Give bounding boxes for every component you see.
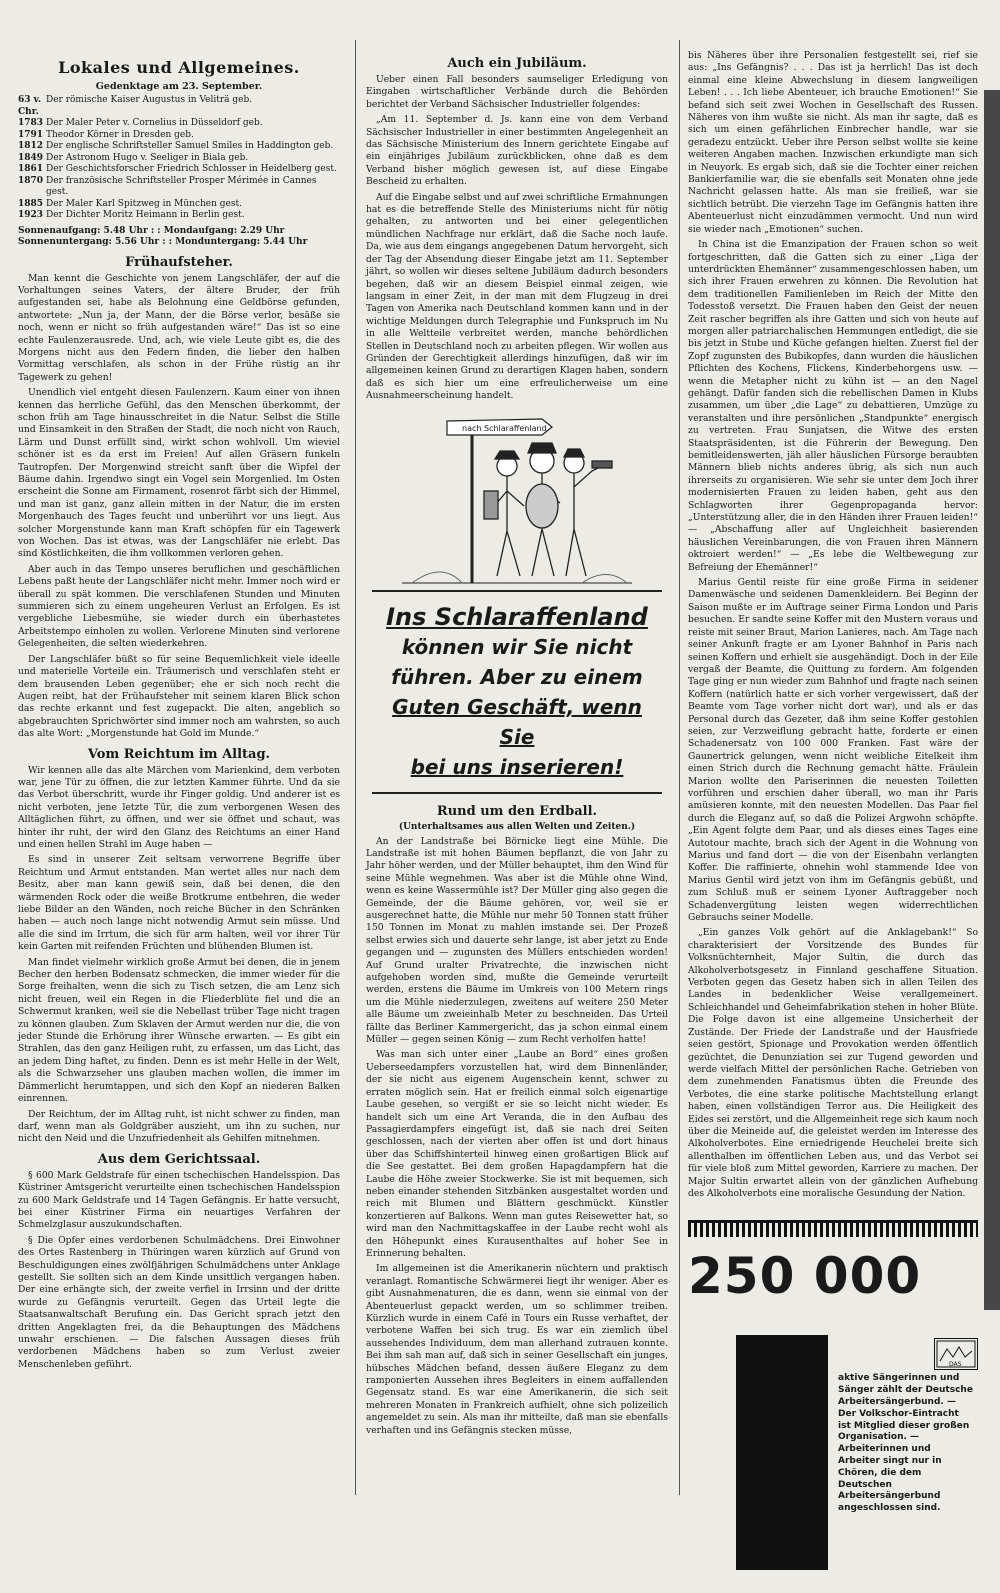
article-paragraph: Man findet vielmehr wirklich große Armut bei denen, die in jenem Becher den herben Bodensatz schmecken, die immer wieder für die Sorge freihalten, wenn die sich zu Tisch setzen, die am Lenz sich nicht freuen, weil ein Regen in die Fliederblüte fiel und die an Schwermut kranken, weil sie die Nebellast trüber Tage nicht tragen zu können glauben. Zum Sklaven der Armut werden nur die, die von jeder Stunde die Erhörung ihrer Wünsche erwarten. — Es gibt ein Strahlen, das den ganz Heiligen ruht, zu erfassen, um das Licht, das an jedem Ding haftet, zu finden. Denn es ist mehr Helle in der Welt, als die Schwarzseher uns glauben machen wollen, die immer im Dämmerlicht herumtappen, und sich den Kopf an niederen Balken einrennen.	[18, 956, 340, 1105]
gedenktag-row: 1885 Der Maler Karl Spitzweg in München gest.	[18, 198, 242, 209]
article-paragraph: Was man sich unter einer „Laube an Bord“ eines großen Ueberseedampfers vorzustellen hat, wird dem Binnenländer, der sie nicht aus eigenem Augenschein kennt, schwer zu erraten möglich sein. Hat er freilich einmal solch eigenartige Laube gesehen, so vergißt er sie so leicht nicht wieder. Es handelt sich um eine Art Veranda, die in den Aufbau des Passagierdampfers eingefügt ist, daß sie nach drei Seiten geschlossen, nach der vierten aber offen ist und dort hinaus über das Schiffshinterteil hinweg einen großartigen Blick auf die See gestattet. Bei dem großen Hapagdampfern hat die Laube die Höhe zweier Stockwerke. Sie ist mit bequemen, sich neben einander stehenden Sitzbänken ausgestaltet worden und reich mit Blumen und Blättern geschmückt. Künstler konzertieren auf Balkons. Wenn man gutes Reisewetter hat, so wird man den Nachmittagskaffee in der Laube recht wohl als den Höhepunkt eines Kurausenthaltes auf hoher See in Erinnerung behalten.	[366, 1049, 668, 1259]
sun-times: Sonnenaufgang: 5.48 Uhr : : Mondaufgang: 2.29 Uhr	[18, 225, 285, 236]
travelers-illustration	[402, 411, 632, 586]
gedenktag-row: 1812 Der englische Schriftsteller Samuel Smiles in Haddington geb.	[18, 141, 334, 151]
article-paragraph: § 600 Mark Geldstrafe für einen tschechischen Handelsspion. Das Küstriner Amtsgericht verurteilte einen tschechischen Handelsspion zu 600 Mark Geldstrafe und 14 Tagen Gefängnis. Er hatte versucht, bei einer Küstriner Firma ein neuartiges Verfahren der Schmelzglasur auszukundschaften.	[18, 1169, 340, 1231]
gedenktag-row: 1870 Der französische Schriftsteller Prosper Mérimée in Cannes gest.	[18, 175, 317, 197]
column-middle	[366, 50, 668, 1490]
advertisement-saengerbund	[688, 1220, 978, 1593]
column-left	[18, 50, 340, 1490]
article-paragraph: „Am 11. September d. Js. kann eine von dem Verband Sächsischer Industrieller in einer bestimmten Angelegenheit an das Sächsische Ministerium des Innern gerichtete Eingabe auf ein einjähriges Jubiläum zurückblicken, ohne daß es dem Verband bisher möglich gewesen ist, auf diese Eingabe Bescheid zu erhalten.	[366, 114, 668, 188]
signpost-text: nach Schlaraffenland	[462, 423, 547, 433]
article-paragraph: Ueber einen Fall besonders saumseliger Erledigung von Eingaben wirtschaftlicher Verbände durch die Behörden berichtet der Verband Sächsischer Industrieller folgendes:	[366, 74, 668, 110]
column-rule	[355, 40, 356, 1495]
gedenktage-title: Gedenktage am 23. September.	[95, 81, 263, 92]
article-paragraph: Man kennt die Geschichte von jenem Langschläfer, der auf die Vorhaltungen seines Vaters, der ältere Bruder, der früh aufgestanden sei, habe als Belohnung eine Geldbörse gefunden, antwortete: „Nun ja, der Mann, der die Börse verlor, besäße sie noch, wenn er nicht so früh aufgestanden wäre!“ Das ist so eine echte Faulenzerausrede. Und, ach, wie viele Leute gibt es, die des Morgens nicht aus den Federn finden, die lieber den halben Vormittag verschlafen, als schon in der Frühe rüstig an ihr Tagewerk zu gehen!	[18, 272, 340, 383]
advertisement-schlaraffenland	[372, 590, 662, 794]
page-edge-shadow	[984, 90, 1000, 1310]
article-title-fruhaufsteher: Frühaufsteher.	[125, 254, 233, 270]
article-title-jubilaeum: Auch ein Jubiläum.	[447, 56, 587, 71]
ad-line: Guten Geschäft, wenn Sie	[392, 694, 642, 749]
article-title-erdball: Rund um den Erdball.	[436, 803, 598, 819]
ad-line: können wir Sie nicht	[401, 634, 633, 659]
article-title-gerichtssaal: Aus dem Gerichtssaal.	[97, 1151, 261, 1167]
column-rule	[679, 40, 680, 1495]
svg-text:DAS: DAS	[949, 1361, 962, 1369]
gedenktage-list	[18, 95, 340, 222]
article-paragraph: Auf die Eingabe selbst und auf zwei schriftliche Ermahnungen hat es die betreffende Stelle des Ministeriums nicht für nötig gehalten, zu antworten und bei einer gelegentlichen mündlichen Nachfrage nur erklärt, daß die Sache noch laufe. Da, wie aus dem eingangs angegebenen Datum hervorgeht, sich der Tag der Absendung dieser Eingabe jetzt am 11. September jährt, so wollen wir dieses seltene Jubiläum dadurch besonders begehen, daß wir an diesem Beispiel einmal zeigen, wie langsam in einer Zeit, in der man mit dem Flugzeug in drei Tagen von Amerika nach Deutschland kommen kann und in der wichtige Meldungen durch Telegraphie und Funkspruch im Nu in alle Weltteile verbreitet werden, manche behördlichen Stellen in Deutschland noch zu arbeiten pflegen. Wir wollen aus Gründen der Gerechtigkeit allerdings hinzufügen, daß wir im allgemeinen keinen Grund zu derartigen Klagen haben, sondern daß es sich hier um eine erfreulicherweise um eine Ausnahmeerscheinung handelt.	[366, 191, 668, 402]
sun-times: Sonnenuntergang: 5.56 Uhr : : Monduntergang: 5.44 Uhr	[18, 237, 308, 247]
article-paragraph: Wir kennen alle das alte Märchen vom Marienkind, dem verboten war, jene Tür zu öffnen, die zur letzten Kammer führte. Und da sie das Verbot überschritt, wurde ihr Finger goldig. Und anderer ist es nicht verboten, jene letzte Tür, die zum verborgenen Wesen des Alltäglichen führt, zu öffnen, und wer sie öffnet und schaut, was hinter ihr ruht, der wird den Glanz des Reichtums an einer Hand und einen hellen Strahl im Auge haben —	[18, 764, 340, 850]
ad-number: 250 000	[688, 1247, 922, 1306]
gedenktag-row: 1861 Der Geschichtsforscher Friedrich Schlosser in Heidelberg gest.	[18, 164, 337, 174]
logo-icon	[935, 1339, 977, 1369]
ad-text: aktive Sängerinnen und Sänger zählt der Deutsche Arbeitersängerbund. — Der Volkschor-Eintracht ist Mitglied dieser großen Organisation. — Arbeiterinnen und Arbeiter singt nur in Chören, die dem Deutschen Arbeitersängerbund angeschlossen sind.	[838, 1373, 973, 1514]
ad-line: führen. Aber zu einem	[391, 664, 643, 689]
gedenktag-row: 1791 Theodor Körner in Dresden geb.	[18, 129, 194, 140]
gedenktag-row: 63 v. Chr. Der römische Kaiser Augustus in Veliträ geb.	[18, 95, 253, 117]
ad-line: bei uns inserieren!	[410, 754, 624, 779]
gedenktag-row: 1923 Der Dichter Moritz Heimann in Berlin gest.	[18, 210, 245, 220]
section-title-lokales: Lokales und Allgemeines.	[58, 58, 300, 77]
article-paragraph: bis Näheres über ihre Personalien festgestellt sei, rief sie aus: „Ins Gefängnis? . . . Das ist ja herrlich! Das ist doch einmal eine kleine Abwechslung in diesem langweiligen Leben! . . . Ich liebe Abenteuer, ich brauche Emotionen!“ Sie befand sich seit zwei Wochen in Gesellschaft des Russen. Näheres von ihm wußte sie nicht. Als man ihr sagte, daß es sich um einen gefährlichen Einbrecher handle, war sie geradezu entzückt. Ueber ihre Person selbst wollte sie keine weiteren Angaben machen. Inzwischen erkundigte man sich in Neuyork. Es ergab sich, daß sie die Tochter einer reichen Bankierfamilie war, die sie ebenfalls seit Monaten ohne jede Nachricht gelassen hatte. Als man sie freiließ, war sie sichtlich betrübt. Die vierzehn Tage im Gefängnis hatten ihre Abenteuerlust nicht einzudämmen vermocht. Und nun wird sie wieder nach „Emotionen“ suchen.	[688, 50, 978, 235]
gedenktag-row: 1849 Der Astronom Hugo v. Seeliger in Biala geb.	[18, 152, 249, 163]
column-right	[688, 50, 978, 1514]
article-paragraph: Im allgemeinen ist die Amerikanerin nüchtern und praktisch veranlagt. Romantische Schwärmerei liegt ihr weniger. Aber es gibt Ausnahmenaturen, die es dann, wenn sie einmal von der Abenteuerlust gepackt werden, um so schlimmer treiben. Kürzlich wurde in einem Café in Tours ein Russe verhaftet, der verbotene Waffen bei sich trug. Es war ein ziemlich übel aussehendes Individuum, dem man allerhand zutrauen konnte. Bei ihm sah man auf, daß sich in seiner Gesellschaft ein junges, hübsches Mädchen befand, dessen äußere Eleganz zu dem ramponierten Aussehen ihres Begleiters in einem auffallenden Gegensatz stand. Es war eine Amerikanerin, die sich seit mehreren Monaten in Frankreich aufhielt, ohne sich polizeilich angemeldet zu sein. Als man ihr mitteilte, daß man sie ebenfalls verhaften und ins Gefängnis stecken müsse,	[366, 1263, 668, 1436]
article-paragraph: „Ein ganzes Volk gehört auf die Anklagebank!“ So charakterisiert der Vorsitzende des Bundes für Volksnüchternheit, Major Sultin, die durch das Alkoholverbotsgesetz in Finnland geschaffene Situation. Verboten gegen das Gesetz haben sich in allen Teilen des Landes in bedenklicher Weise verallgemeinert. Schleichhandel und Geheimfabrikation stehen in hoher Blüte. Die Folge davon ist eine allgemeine Unsicherheit der Zustände. Der Friede der Landstraße und der Hausfriede seien gestört, Spionage und Provokation werden öffentlich gezüchtet, die Denunziation sei zur Tugend geworden und werde vielfach Mittel der persönlichen Rache. Getrieben von dem zunehmenden Fanatismus übten die Freunde des Verbotes, die eine starke politische Machtstellung erlangt haben, einen vollständigen Terror aus. Die Heiligkeit des Eides sei zerstört, und die Allgemeinheit rege sich kaum noch über die Meineide auf, die geleistet werden im Interesse des Alkoholverbotes. Eine erniedrigende Heuchelei breite sich allenthalben im öffentlichen Leben aus, und das Verbot sei für viele bloß zum Mittel geworden, Karriere zu machen. Der Major Sultin erwartet allein von der gänzlichen Aufhebung des Alkoholverbots eine moralische Gesundung der Nation.	[688, 927, 978, 1199]
article-paragraph: Es sind in unserer Zeit seltsam verworrene Begriffe über Reichtum und Armut entstanden. Man wertet alles nur nach dem Besitz, aber man kann gewiß sein, daß bei denen, die den wärmenden Rock oder die weiße Brotkrume entbehren, die weder liebe Bilder an den Wänden, noch reiche Bücher in den Schränken haben — auch noch lange nicht notwendig Armut sein müsse. Und alle die sind im Irrtum, die sich für arm halten, weil vor ihrer Tür kein Garten mit reifenden Früchten und blühenden Blumen ist.	[18, 854, 340, 953]
article-paragraph: § Die Opfer eines verdorbenen Schulmädchens. Drei Einwohner des Ortes Rastenberg in Thüringen waren kürzlich auf Grund von Beschuldigungen eines zwölfjährigen Schulmädchens unter Anklage gestellt. Sie sollten sich an dem Kinde unsittlich vergangen haben. Der eine erhängte sich, der zweite verfiel in Irrsinn und der dritte wurde zu Gefängnis verurteilt. Gegen das Urteil legte die Staatsanwaltschaft Berufung ein. Das Gericht sprach jetzt den dritten Angeklagten frei, da die Behauptungen des Mädchens unwahr erschienen. — Die falschen Aussagen dieses früh verdorbenen Mädchens haben so zum Verlust zweier Menschenleben geführt.	[18, 1234, 340, 1370]
ad-logo	[934, 1338, 978, 1370]
ad-headline: Ins Schlaraffenland	[386, 602, 648, 631]
article-subtitle: (Unterhaltsames aus allen Welten und Zeiten.)	[398, 821, 636, 832]
article-paragraph: Aber auch in das Tempo unseres beruflichen und geschäftlichen Lebens paßt heute der Langschläfer nicht mehr. Immer noch wird er überall zu spät kommen. Die verschlafenen Stunden und Minuten summieren sich zu einem ungeheuren Verlust an Erfolgen. Es ist vergebliche Liebesmühe, sie wieder durch ein überhastetes Arbeitstempo einholen zu wollen. Verlorene Minuten sind verlorene Gelegenheiten, die selten wiederkehren.	[18, 563, 340, 650]
article-paragraph: In China ist die Emanzipation der Frauen schon so weit fortgeschritten, daß die Gatten sich zu einer „Liga der unterdrückten Ehemänner“ zusammengeschlossen haben, um sich ihrer Frauen erwehren zu können. Die Revolution hat dem traditionellen Familienleben im Reich der Mitte den Todesstoß versetzt. Die Frauen haben den Geist der neuen Zeit rascher begriffen als ihre Gatten und sich von heute auf morgen aller patriarchalischen Hemmungen entledigt, die sie bis jetzt in Stube und Küche gefangen hielten. Zuerst fiel der Zopf zugunsten des Bubikopfes, dann wurden die häuslichen Pflichten des Kochens, Flickens, Kinderbehorgens usw. — wenn die Metapher nicht zu kühn ist — an den Nagel gehängt. Dafür fanden sich die rebellischen Damen in Klubs zusammen, um über „die Lage“ zu debattieren, Umzüge zu veranstalten und ihre persönlichen „Standpunkte“ energisch zu vertreten. Frau Sunjatsen, die Witwe des ersten Staatspräsidenten, ist die Führerin der Bewegung. Den bemitleidenswerten, jäh aller häuslichen Fürsorge beraubten Männern blieb nichts anderes übrig, als sich nun auch ihrerseits zu organisieren. Wie sehr sie unter dem Joch ihrer modernisierten Frauen zu leiden haben, geht aus den Schlagworten ihrer Gegenpropaganda hervor: „Unterstützung aller, die in den Händen ihrer Frauen leiden!“ — „Abschaffung aller auf Ungleichheit basierenden häuslichen Vereinbarungen, die von Frauen ihren Männern oktroiert werden!“ — „Es lebe die Weltbewegung zur Befreiung der Ehemänner!“	[688, 239, 978, 573]
gedenktag-row: 1783 Der Maler Peter v. Cornelius in Düsseldorf geb.	[18, 118, 263, 128]
article-title-reichtum: Vom Reichtum im Alltag.	[87, 746, 271, 762]
article-paragraph: Der Reichtum, der im Alltag ruht, ist nicht schwer zu finden, man darf, wenn man als Goldgräber auszieht, um ihn zu suchen, nur nicht den Neid und die Unzufriedenheit als Gehilfen mitnehmen.	[18, 1108, 340, 1145]
ad-border-pattern	[688, 1223, 978, 1237]
ad-black-bar	[736, 1335, 828, 1570]
article-paragraph: Der Langschläfer büßt so für seine Bequemlichkeit viele ideelle und materielle Vorteile ein. Träumerisch und verschlafen steht er dem brausenden Leben gegenüber; ehe er sich noch recht die Augen reibt, hat der Frühaufsteher mit seinem klaren Blick schon das rechte erkannt und fest zugepackt. Die alten, angeblich so abgebrauchten Sprichwörter sind immer noch am wahrsten, so auch das alte Wort: „Morgenstunde hat Gold im Munde.“	[18, 653, 340, 740]
article-paragraph: Marius Gentil reiste für eine große Firma in seidener Damenwäsche und seidenen Damenkleidern. Bei Beginn der Saison mußte er im Auftrage seiner Firma London und Paris besuchen. Er sandte seine Koffer mit den Mustern voraus und reiste mit seiner Braut, Marion Lanieres, nach. Am Tage nach seiner Ankunft fragte er am Lyoner Bahnhof in Paris nach seinen Koffern und erhielt sie ausgehändigt. Doch in der Eile vergaß der Beamte, die Quittung zu fordern. Am folgenden Tage ging er nun wieder zum Bahnhof und fragte nach seinen Koffern (natürlich hatte er sich vorher vergewissert, daß der Beamte vom Tage vorher nicht dort war), und als er das Personal durch das Gezeter, daß ihm seine Koffer gestohlen seien, zur Verzweiflung gebracht hatte, forderte er einen Schadenersatz von 100 000 Franken. Fast wäre der Gaunertrick gelungen, wenn nicht weibliche Eitelkeit ihm einen Strich durch die Rechnung gemacht hätte. Fräulein Marion wollte den Pariserinnen die neuesten Toiletten vorführen und erschien daher überall, wo man ihr Paris amüsieren konnte, mit den neuesten Modellen. Das Paar fiel durch die Eleganz auf, so daß die Polizei Argwohn schöpfte. „Ein Agent folgte dem Paar, und als dieses eines Tages eine Autotour machte, brach sich der Agent in die Wohnung von Marius und fand dort — die von der Eisenbahn verlangten Koffer. Die raffinierte, ohnehin wohl stammende Idee von Marius Gentil wird jetzt von ihm im Gefängnis gebüßt, und zum Schluß muß er seinem Lyoner Auftraggeber noch Schadenvergütung leisten wegen widerrechtlichen Gebrauchs seiner Modelle.	[688, 577, 978, 924]
article-paragraph: An der Landstraße bei Börnicke liegt eine Mühle. Die Landstraße ist mit hohen Bäumen bepflanzt, die von Jahr zu Jahr höher werden, und der Müller behauptet, ihm den Wind für seine Mühle wegnehmen. Was aber ist die Mühle ohne Wind, wenn es keine Wassermühle ist? Der Müller ging also gegen die Gemeinde, der die Bäume gehören, vor, weil sie er ausgerechnet hatte, die Mühle nur mehr 50 Tonnen statt früher 150 Tonnen im Monat zu mahlen imstande sei. Der Prozeß selbst erwies sich und dauerte sehr lange, ist aber jetzt zu Ende gegangen und — zugunsten des Müllers entschieden worden! Auf Grund uralter Privatrechte, die inzwischen nicht aufgehoben worden sind, mußte die Gemeinde verurteilt werden, erstens die Bäume im Umkreis von 100 Metern rings um die Mühle niederzulegen, zweitens auf weitere 250 Meter alle Bäume um zweieinhalb Meter zu beschneiden. Das Urteil fällte das Berliner Kammergericht, das ja schon einmal einem Müller — gegen seinen König — zum Recht verholfen hatte!	[366, 835, 668, 1046]
article-paragraph: Unendlich viel entgeht diesen Faulenzern. Kaum einer von ihnen kennen das herrliche Gefühl, das den Menschen überkommt, der schon früh am Tage hinausschreitet in die Natur. Selbst die Stille und Einsamkeit in den Straßen der Stadt, die noch nicht von Rauch, Lärm und Dunst erfüllt sind, wirkt schon wohlvoll. Um wieviel schöner ist es da erst im Freien! Auf allen Gräsern funkeln Tautropfen. Der Morgenwind streicht sanft über die Wipfel der Bäume dahin. Irgendwo singt ein Vogel sein Morgenlied. Im Osten erscheint die Sonne am Firmament, rosenrot färbt sich der Himmel, und man ist ganz, ganz allein mitten in der Natur, die im ersten Morgenhauch des Tages feucht und unberührt vor uns liegt. Aus solcher Morgenstunde kann man Kraft schöpfen für ein Tagewerk von Wochen. Das ist etwas, was der Langschläfer nie erlebt. Das sind Köstlichkeiten, die ihm vollkommen verloren gehen.	[18, 387, 340, 560]
